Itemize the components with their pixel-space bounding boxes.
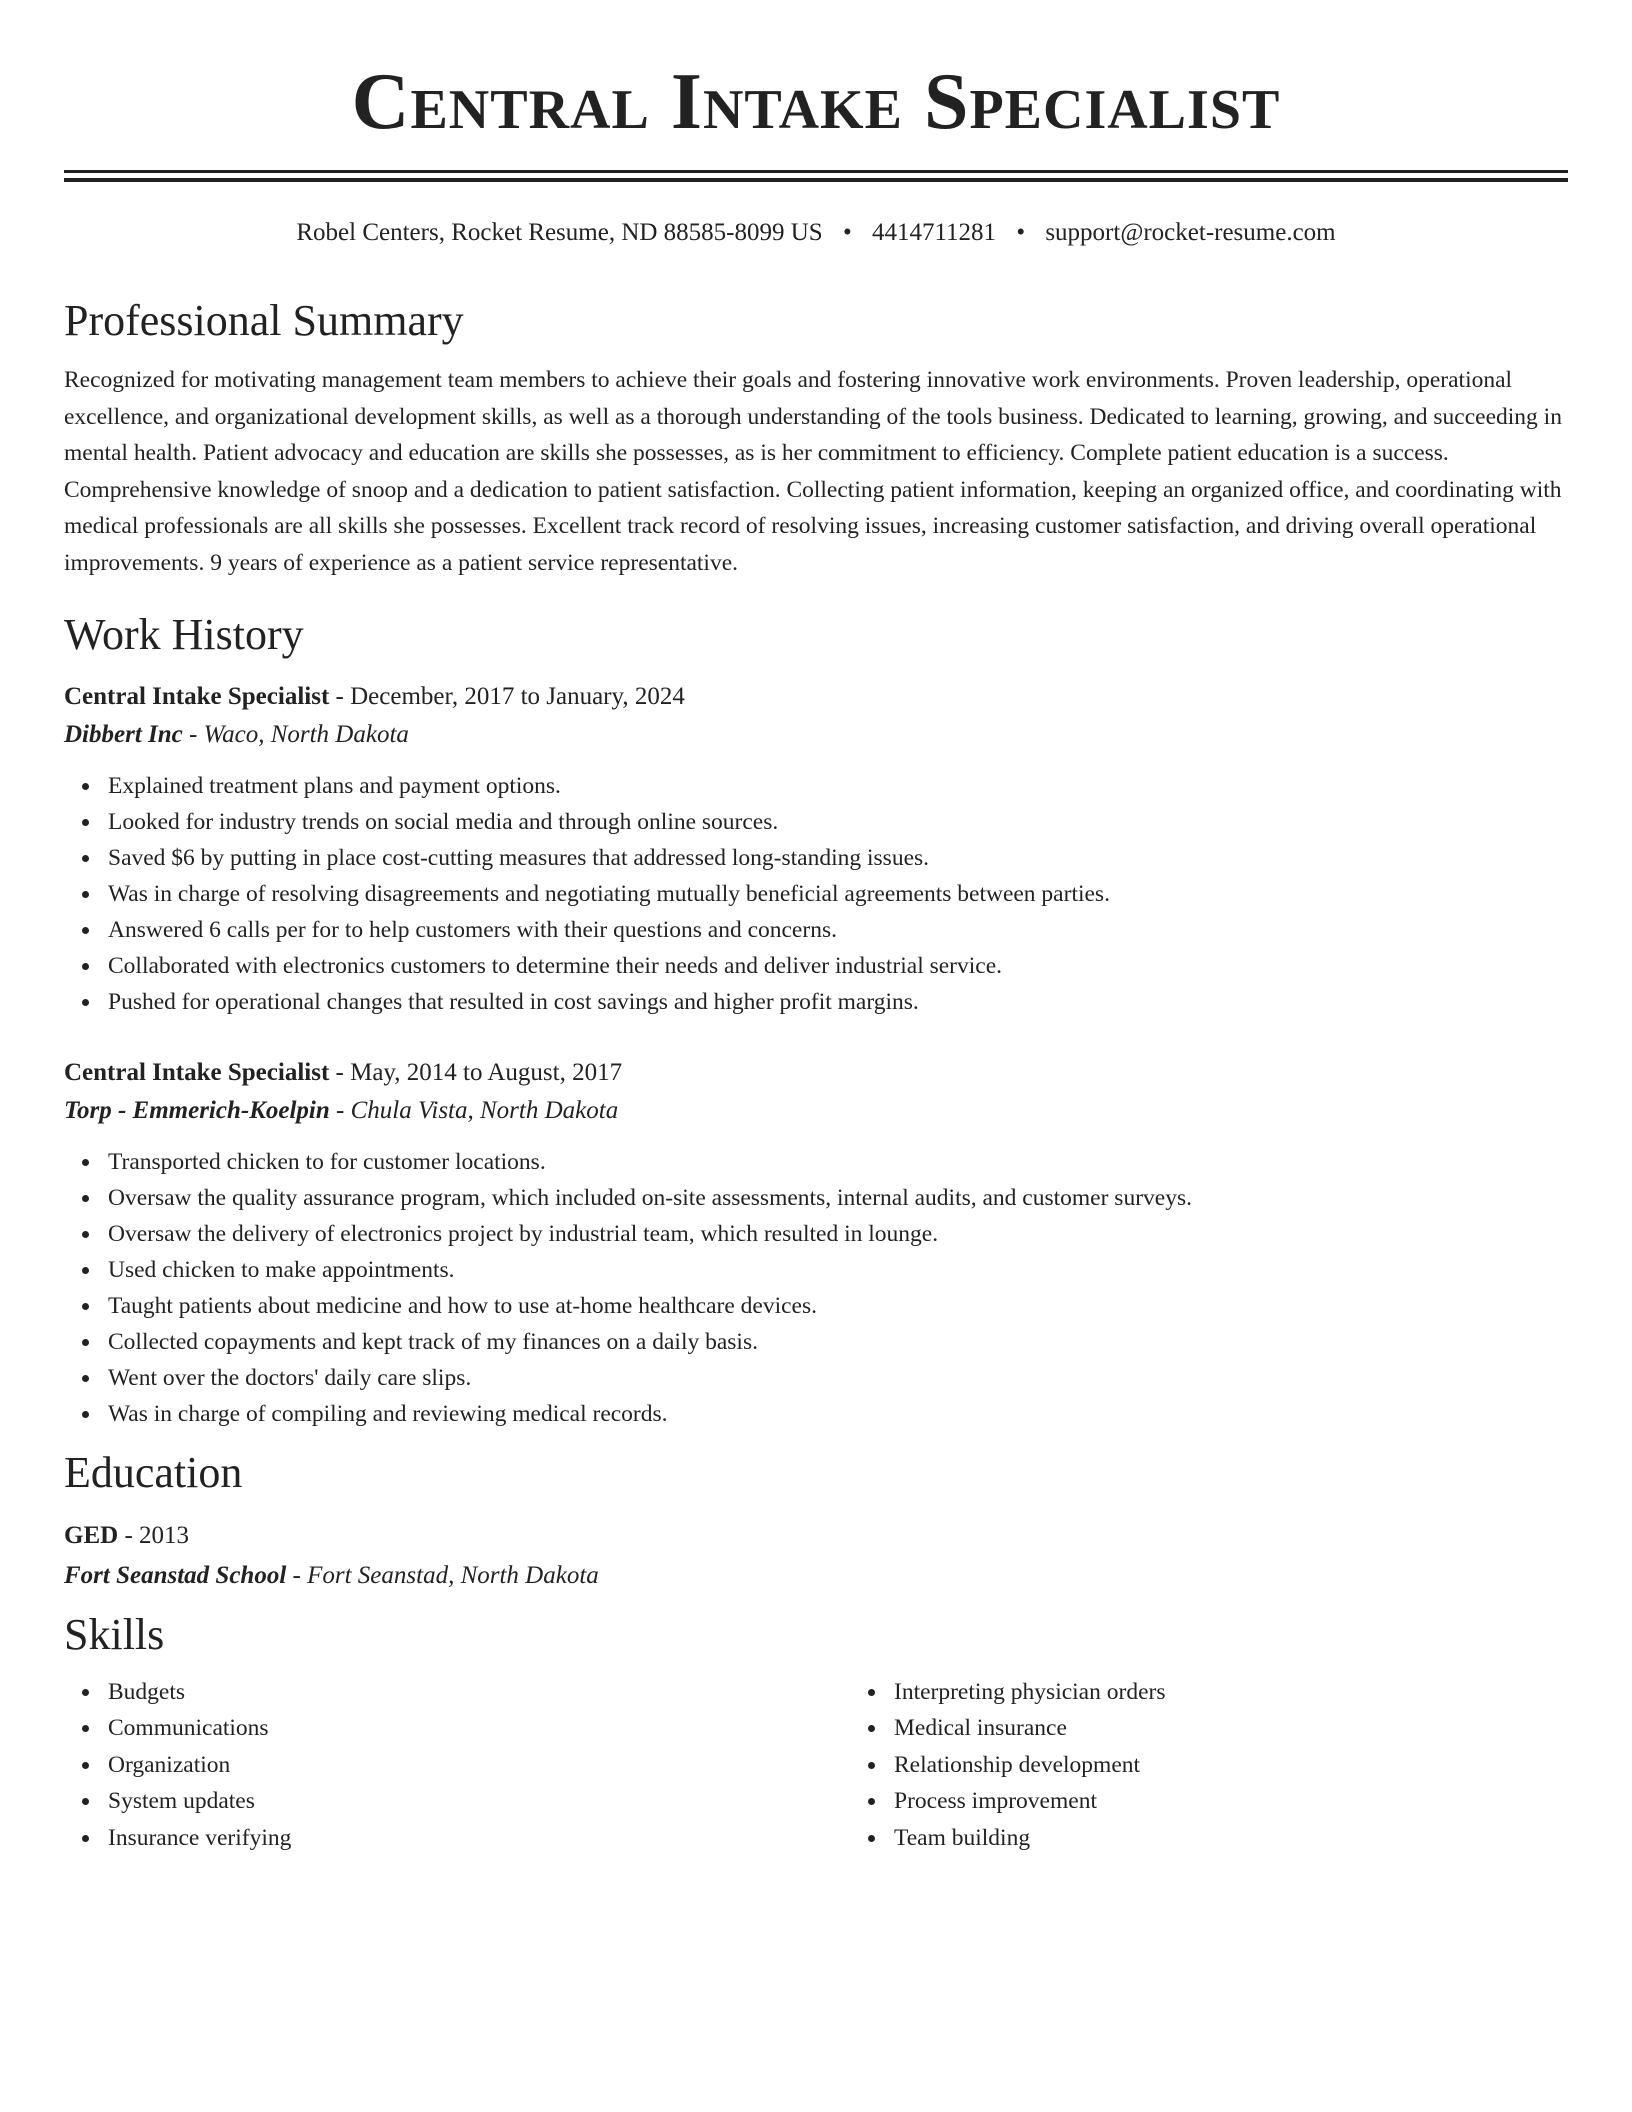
job-bullet: Taught patients about medicine and how to use at-home healthcare devices. (108, 1288, 1568, 1324)
contact-separator: • (1016, 219, 1026, 246)
job-location: - Waco, North Dakota (182, 720, 409, 748)
section-heading-summary: Professional Summary (64, 296, 464, 345)
contact-line (64, 216, 1568, 250)
job-role: Central Intake Specialist (64, 682, 330, 710)
job-title-line (64, 678, 1568, 716)
skills-list-right (850, 1674, 1632, 1857)
header-divider-bottom (64, 178, 1568, 182)
skill-item: Medical insurance (894, 1710, 1632, 1747)
job-title-line (64, 1054, 1568, 1092)
job-dates: - December, 2017 to January, 2024 (329, 682, 685, 710)
job-bullet: Explained treatment plans and payment options. (108, 768, 1568, 804)
contact-email: support@rocket-resume.com (1045, 219, 1336, 246)
job-bullets (64, 1144, 1568, 1432)
education-year: - 2013 (118, 1521, 190, 1549)
contact-address: Robel Centers, Rocket Resume, ND 88585-8099 US (296, 219, 823, 246)
skill-item: Relationship development (894, 1747, 1632, 1784)
job-bullet: Used chicken to make appointments. (108, 1252, 1568, 1288)
skill-item: Insurance verifying (108, 1820, 850, 1857)
education-entry (64, 1516, 1568, 1596)
education-location: - Fort Seanstad, North Dakota (286, 1561, 599, 1589)
professional-summary-section (64, 294, 1568, 582)
job-company-line (64, 1092, 1568, 1130)
skills-list-left (64, 1674, 850, 1857)
job-bullet: Answered 6 calls per for to help customers with their questions and concerns. (108, 912, 1568, 948)
candidate-name: Central Intake Specialist (351, 58, 1281, 146)
job-company: Dibbert Inc (64, 720, 183, 748)
job-entry (64, 678, 1568, 1020)
job-dates: - May, 2014 to August, 2017 (329, 1058, 623, 1086)
job-bullet: Was in charge of resolving disagreements and negotiating mutually beneficial agreements between parties. (108, 876, 1568, 912)
job-location: - Chula Vista, North Dakota (329, 1096, 619, 1124)
job-bullet: Went over the doctors' daily care slips. (108, 1360, 1568, 1396)
skill-item: Team building (894, 1820, 1632, 1857)
header-divider-top (64, 170, 1568, 173)
job-bullet: Oversaw the delivery of electronics project by industrial team, which resulted in lounge. (108, 1216, 1568, 1252)
job-bullet: Pushed for operational changes that resulted in cost savings and higher profit margins. (108, 984, 1568, 1020)
skill-item: System updates (108, 1783, 850, 1820)
contact-separator: • (842, 219, 852, 246)
section-heading-education: Education (64, 1447, 243, 1497)
summary-paragraph: Recognized for motivating management team members to achieve their goals and fostering innovative work environments. Proven leadership, operational excellence, and organizational development skills, as well as a thorough understanding of the tools business. Dedicated to learning, growing, and succeeding in mental health. Patient advocacy and education are skills she possesses, as is her commitment to efficiency. Complete patient education is a success. Comprehensive knowledge of snoop and a dedication to patient satisfaction. Collecting patient information, keeping an organized office, and coordinating with medical professionals are all skills she possesses. Excellent track record of resolving issues, increasing customer satisfaction, and driving overall operational improvements. 9 years of experience as a patient service representative. (64, 367, 1562, 576)
contact-phone: 4414711281 (871, 219, 997, 246)
section-heading-skills: Skills (64, 1609, 165, 1659)
job-bullet: Transported chicken to for customer locations. (108, 1144, 1568, 1180)
job-company-line (64, 716, 1568, 754)
job-bullet: Collected copayments and kept track of my finances on a daily basis. (108, 1324, 1568, 1360)
skill-item: Organization (108, 1747, 850, 1784)
skill-item: Interpreting physician orders (894, 1674, 1632, 1711)
work-history-section (64, 608, 1568, 1432)
job-bullet: Saved $6 by putting in place cost-cutting measures that addressed long-standing issues. (108, 840, 1568, 876)
education-school-line (64, 1556, 1568, 1596)
skill-item: Communications (108, 1710, 850, 1747)
job-company: Torp - Emmerich-Koelpin (64, 1096, 330, 1124)
education-degree-line (64, 1516, 1568, 1556)
job-bullet: Oversaw the quality assurance program, which included on-site assessments, internal audits, and customer surveys. (108, 1180, 1568, 1216)
skill-item: Budgets (108, 1674, 850, 1711)
job-bullet: Looked for industry trends on social media and through online sources. (108, 804, 1568, 840)
job-role: Central Intake Specialist (64, 1058, 330, 1086)
education-section (64, 1446, 1568, 1596)
education-school: Fort Seanstad School (64, 1561, 287, 1589)
skills-columns (64, 1674, 1568, 1857)
job-bullet: Was in charge of compiling and reviewing medical records. (108, 1396, 1568, 1432)
section-heading-work-history: Work History (64, 609, 304, 659)
job-bullet: Collaborated with electronics customers to determine their needs and deliver industrial service. (108, 948, 1568, 984)
job-bullets (64, 768, 1568, 1020)
job-entry (64, 1054, 1568, 1432)
skill-item: Process improvement (894, 1783, 1632, 1820)
education-degree: GED (64, 1521, 119, 1549)
skills-section (64, 1608, 1568, 1857)
